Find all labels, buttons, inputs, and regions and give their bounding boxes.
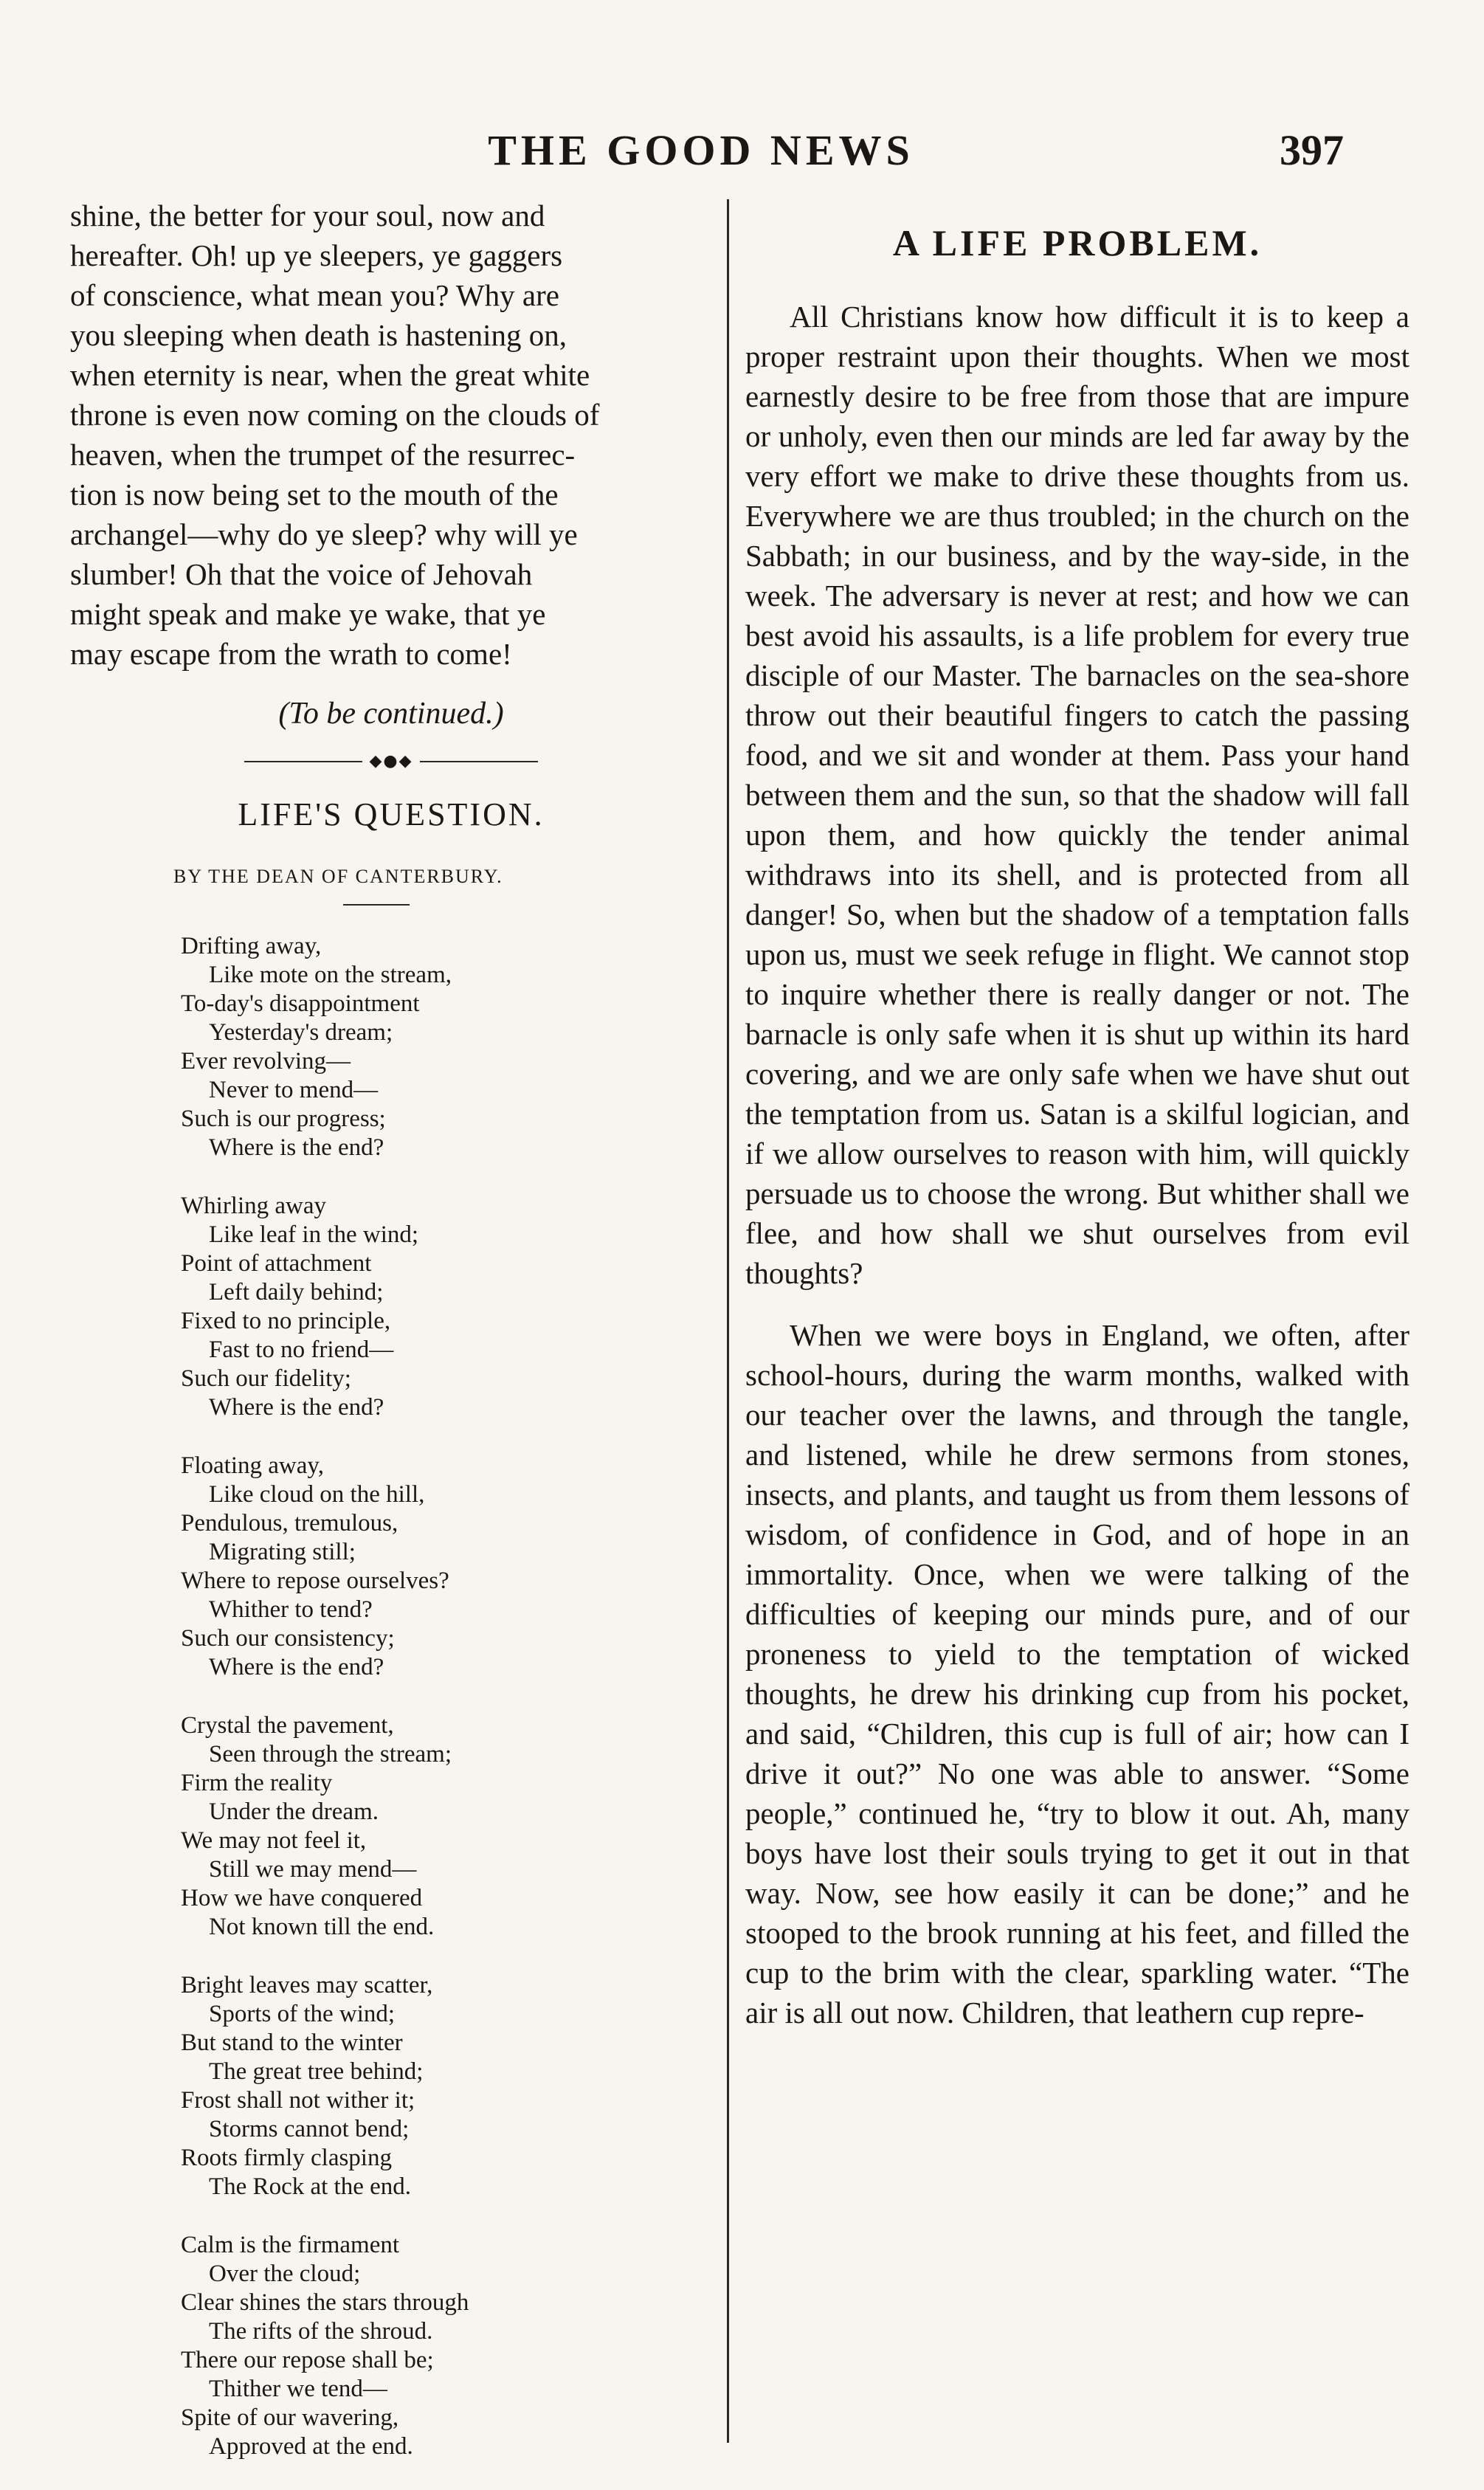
poem-line: Like cloud on the hill, xyxy=(209,1481,425,1508)
poem-line: Drifting away, xyxy=(181,933,322,959)
text-line: may escape from the wrath to come! xyxy=(70,637,512,671)
poem-line: Migrating still; xyxy=(209,1539,356,1565)
column-divider xyxy=(727,199,729,2443)
poem-line: Bright leaves may scatter, xyxy=(181,1972,433,1998)
poem-line: Over the cloud; xyxy=(209,2260,361,2287)
poem-line: Never to mend— xyxy=(209,1077,379,1103)
poem-line: Where is the end? xyxy=(209,1654,384,1680)
poem-line: There our repose shall be; xyxy=(181,2347,434,2373)
right-column xyxy=(745,221,1409,2032)
poem-byline: BY THE DEAN OF CANTERBURY. xyxy=(173,866,503,887)
poem-body xyxy=(70,932,712,2461)
poem-line: Approved at the end. xyxy=(209,2433,413,2460)
poem-line: Sports of the wind; xyxy=(209,2001,396,2027)
poem-stanza xyxy=(181,1452,712,1682)
poem-stanza xyxy=(181,1971,712,2201)
poem-line: To-day's disappointment xyxy=(181,990,420,1017)
article-paragraph: When we were boys in England, we often, after school-hours, during the warm months, walked with our teacher over the lawns, and through the tangle, and listened, while he drew sermons from stones, insects, and plants, and taught us from them lessons of wisdom, of confidence in God, and of hope in an immortality. Once, when we were talking of the difficulties of keeping our minds pure, and of our proneness to yield to the temptation of wicked thoughts, he drew his drinking cup from his pocket, and said, “Children, this cup is full of air; how can I drive it out?” No one was able to answer. “Some people,” continued he, “try to blow it out. Ah, many boys have lost their souls trying to get it out in that way. Now, see how easily it can be done;” and he stooped to the brook running at his feet, and filled the cup to the brim with the clear, sparkling water. “The air is all out now. Children, that leathern cup repre- xyxy=(745,1318,1409,2029)
poem-line: The Rock at the end. xyxy=(209,2173,411,2200)
poem-line: How we have conquered xyxy=(181,1885,423,1911)
poem-line: Such is our progress; xyxy=(181,1106,386,1132)
continued-article-text xyxy=(70,196,712,674)
article-paragraph: All Christians know how difficult it is to keep a proper restraint upon their thoughts. When we most earnestly desire to be free from those that are impure or unholy, even then our minds are led far away by the very effort we make to drive these thoughts from us. Everywhere we are thus troubled; in the church on the Sabbath; in our business, and by the way-side, in the week. The adversary is never at rest; and how we can best avoid his assaults, is a life problem for every true disciple of our Master. The barnacles on the sea-shore throw out their beautiful fingers to catch the passing food, and we sit and wonder at them. Pass your hand between them and the sun, so that the shadow will fall upon them, and how quickly the tender animal withdraws into its shell, and is protected from all danger! So, when but the shadow of a temptation falls upon us, must we seek refuge in flight. We cannot stop to inquire whether there is really danger or not. The barnacle is only safe when it is shut up within its hard covering, and we are only safe when we have shut out the temptation from us. Satan is a skilful logician, and if we allow ourselves to reason with him, will quickly persuade us to choose the wrong. But whither shall we flee, and how shall we shut ourselves from evil thoughts? xyxy=(745,300,1409,1290)
poem-line: Thither we tend— xyxy=(209,2376,387,2402)
poem-line: The rifts of the shroud. xyxy=(209,2318,433,2345)
poem-line: Seen through the stream; xyxy=(209,1741,452,1768)
poem-line: Where is the end? xyxy=(209,1134,384,1161)
poem-stanza xyxy=(181,1711,712,1942)
running-title: THE GOOD NEWS xyxy=(488,126,914,174)
poem-line: Pendulous, tremulous, xyxy=(181,1510,398,1537)
poem-line: Such our consistency; xyxy=(181,1625,395,1652)
poem-line: Not known till the end. xyxy=(209,1914,435,1940)
poem-line: Calm is the firmament xyxy=(181,2232,400,2258)
poem-line: Where is the end? xyxy=(209,1394,384,1421)
poem-line: Left daily behind; xyxy=(209,1279,384,1306)
poem-stanza xyxy=(181,2231,712,2461)
poem-line: Under the dream. xyxy=(209,1798,379,1825)
to-be-continued-note: (To be continued.) xyxy=(278,697,504,731)
poem-title: LIFE'S QUESTION. xyxy=(238,796,545,832)
poem-line: Clear shines the stars through xyxy=(181,2289,469,2316)
poem-line: Crystal the pavement, xyxy=(181,1712,394,1739)
poem-line: Frost shall not wither it; xyxy=(181,2087,415,2114)
text-line: tion is now being set to the mouth of the xyxy=(70,477,559,511)
text-line: when eternity is near, when the great white xyxy=(70,358,590,392)
text-line: shine, the better for your soul, now and xyxy=(70,199,545,232)
poem-line: Floating away, xyxy=(181,1452,324,1479)
article-title: A LIFE PROBLEM. xyxy=(892,222,1263,263)
poem-line: Still we may mend— xyxy=(209,1856,417,1883)
poem-line: Roots firmly clasping xyxy=(181,2145,392,2171)
poem-line: Where to repose ourselves? xyxy=(181,1568,449,1594)
text-line: of conscience, what mean you? Why are xyxy=(70,278,559,312)
page-number: 397 xyxy=(1280,126,1344,174)
poem-line: Yesterday's dream; xyxy=(209,1019,393,1046)
byline-rule xyxy=(343,904,410,906)
text-line: hereafter. Oh! up ye sleepers, ye gaggers xyxy=(70,238,563,272)
text-line: might speak and make ye wake, that ye xyxy=(70,597,546,631)
poem-line: Storms cannot bend; xyxy=(209,2116,410,2142)
text-line: heaven, when the trumpet of the resurrec- xyxy=(70,438,576,472)
poem-line: Fixed to no principle, xyxy=(181,1308,391,1334)
poem-line: Whither to tend? xyxy=(209,1596,373,1623)
section-ornament: ◆●◆ xyxy=(70,752,712,770)
poem-line: Spite of our wavering, xyxy=(181,2404,399,2431)
text-line: you sleeping when death is hastening on, xyxy=(70,318,567,352)
poem-line: Like leaf in the wind; xyxy=(209,1221,419,1248)
poem-stanza xyxy=(181,1192,712,1422)
left-column xyxy=(70,196,712,2461)
poem-line: Point of attachment xyxy=(181,1250,372,1277)
page-header xyxy=(0,125,1484,192)
poem-line: The great tree behind; xyxy=(209,2058,424,2085)
poem-line: Firm the reality xyxy=(181,1770,333,1796)
poem-line: But stand to the winter xyxy=(181,2029,403,2056)
poem-line: Ever revolving— xyxy=(181,1048,351,1075)
text-line: slumber! Oh that the voice of Jehovah xyxy=(70,557,533,591)
poem-stanza xyxy=(181,932,712,1162)
text-line: throne is even now coming on the clouds of xyxy=(70,398,600,432)
poem-line: Such our fidelity; xyxy=(181,1365,351,1392)
poem-line: Whirling away xyxy=(181,1193,327,1219)
poem-line: We may not feel it, xyxy=(181,1827,367,1854)
text-line: archangel—why do ye sleep? why will ye xyxy=(70,517,578,551)
poem-line: Like mote on the stream, xyxy=(209,962,452,988)
poem-line: Fast to no friend— xyxy=(209,1337,394,1363)
